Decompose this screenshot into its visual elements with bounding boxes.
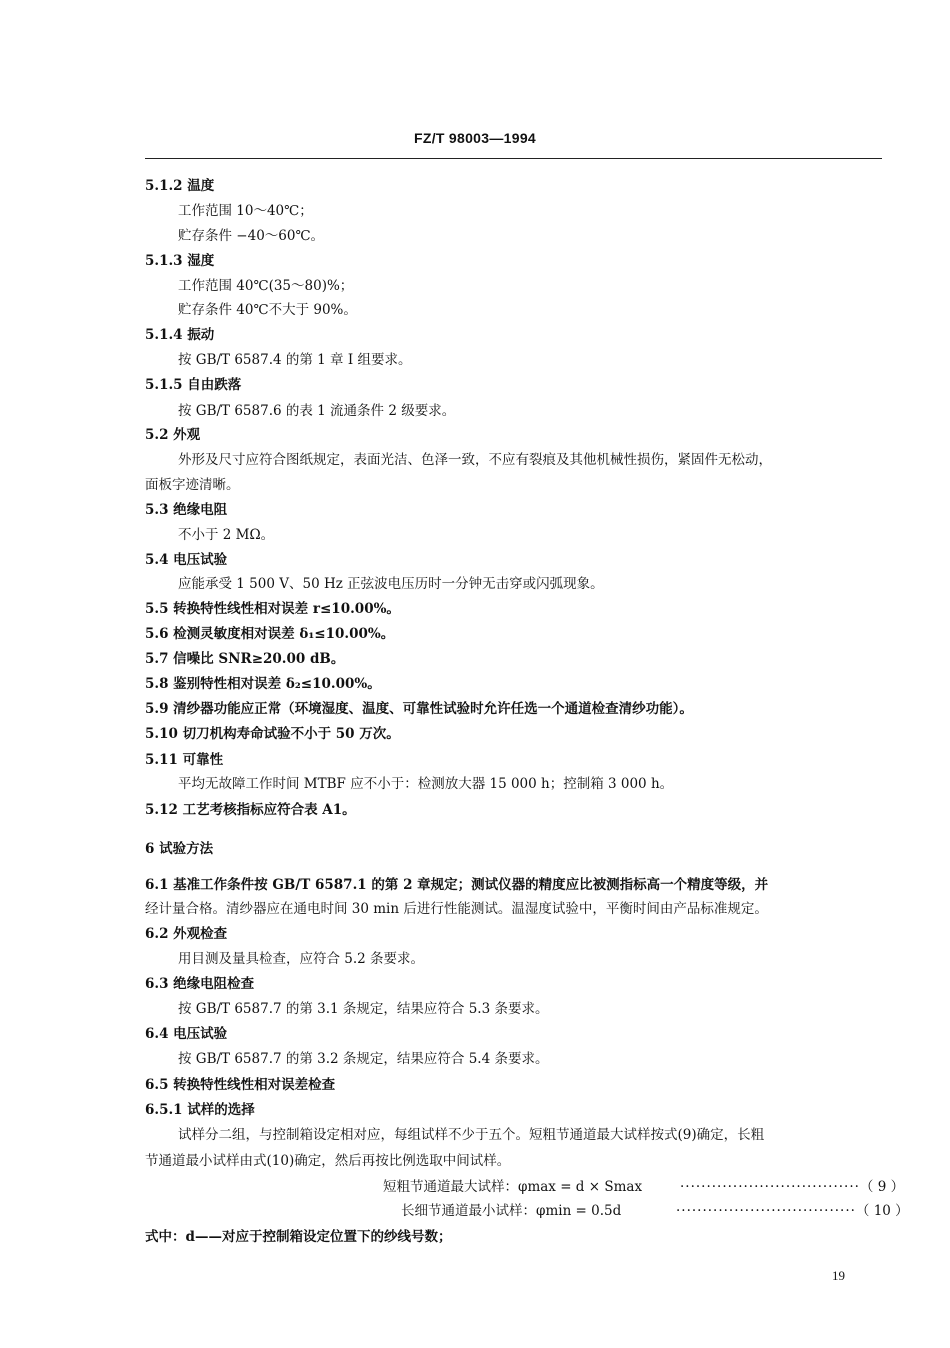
section-line: 5.1.5 自由跌落 [145, 377, 242, 393]
page-header: FZ/T 98003—1994 [413, 130, 536, 146]
leader-dots: ·································· [676, 1203, 856, 1219]
page-number: 19 [832, 1268, 845, 1283]
paragraph-line: 按 GB/T 6587.7 的第 3.2 条规定，结果应符合 5.4 条要求。 [178, 1051, 549, 1067]
section-line: 5.4 电压试验 [145, 552, 228, 568]
paragraph-line: 贮存条件 40℃不大于 90%。 [178, 302, 357, 318]
paragraph-line: 应能承受 1 500 V、50 Hz 正弦波电压历时一分钟无击穿或闪弧现象。 [178, 576, 604, 592]
paragraph-line: 工作范围 40℃(35～80)%； [178, 278, 354, 294]
section-line: 6.4 电压试验 [145, 1026, 228, 1042]
footnote: 式中：d——对应于控制箱设定位置下的纱线号数； [145, 1229, 452, 1245]
paragraph-line: 按 GB/T 6587.7 的第 3.1 条规定，结果应符合 5.3 条要求。 [178, 1001, 549, 1017]
header-rule [145, 158, 882, 159]
paragraph-line: 经计量合格。清纱器应在通电时间 30 min 后进行性能测试。温湿度试验中，平衡时间由产品标准规定。 [145, 901, 768, 917]
paragraph-line: 平均无故障工作时间 MTBF 应不小于：检测放大器 15 000 h；控制箱 3 000 h。 [178, 776, 674, 792]
section-line: 5.5 转换特性线性相对误差 r≤10.00%。 [145, 601, 400, 617]
section-line: 5.8 鉴别特性相对误差 δ₂≤10.00%。 [145, 676, 381, 692]
section-line: 5.7 信噪比 SNR≥20.00 dB。 [145, 651, 345, 667]
section-line: 5.2 外观 [145, 427, 201, 443]
section-line: 5.9 清纱器功能应正常（环境湿度、温度、可靠性试验时允许任选一个通道检查清纱功能）。 [145, 701, 693, 717]
paragraph-line: 不小于 2 MΩ。 [178, 527, 275, 543]
section-line: 5.12 工艺考核指标应符合表 A1。 [145, 802, 356, 818]
section-line: 5.11 可靠性 [145, 752, 224, 768]
leader-dots: ·································· [680, 1179, 860, 1195]
equation-number: （ 9 ） [859, 1179, 905, 1195]
section-line: 5.3 绝缘电阻 [145, 502, 228, 518]
section-line: 6.3 绝缘电阻检查 [145, 976, 255, 992]
section-line: 6.5.1 试样的选择 [145, 1102, 255, 1118]
section-line: 6.2 外观检查 [145, 926, 228, 942]
formula-9-leader [680, 1178, 904, 1196]
section-line: 5.1.3 湿度 [145, 253, 215, 269]
paragraph-line: 工作范围 10～40℃； [178, 203, 313, 219]
paragraph-line: 按 GB/T 6587.4 的第 1 章 Ⅰ 组要求。 [178, 352, 412, 368]
formula-10-leader [676, 1202, 909, 1220]
paragraph-line: 用目测及量具检查，应符合 5.2 条要求。 [178, 951, 425, 967]
section-line: 6.1 基准工作条件按 GB/T 6587.1 的第 2 章规定；测试仪器的精度应比被测指标高一个精度等级，并 [145, 877, 769, 893]
section-line: 5.1.2 温度 [145, 178, 215, 194]
paragraph-line: 面板字迹清晰。 [145, 477, 240, 493]
formula-text: 长细节通道最小试样：φmin = 0.5d [401, 1203, 622, 1219]
section-line: 6 试验方法 [145, 841, 214, 857]
paragraph-line: 贮存条件 −40～60℃。 [178, 228, 325, 244]
paragraph-line: 节通道最小试样由式(10)确定，然后再按比例选取中间试样。 [145, 1153, 511, 1169]
equation-number: （ 10 ） [855, 1203, 909, 1219]
formula-10 [401, 1202, 621, 1220]
paragraph-line: 试样分二组，与控制箱设定相对应，每组试样不少于五个。短粗节通道最大试样按式(9)确定，长粗 [178, 1127, 765, 1143]
formula-text: 短粗节通道最大试样：φmax = d × Smax [383, 1179, 643, 1195]
paragraph-line: 外形及尺寸应符合图纸规定，表面光洁、色泽一致，不应有裂痕及其他机械性损伤，紧固件无松动， [178, 452, 772, 468]
paragraph-line: 按 GB/T 6587.6 的表 1 流通条件 2 级要求。 [178, 403, 456, 419]
section-line: 5.6 检测灵敏度相对误差 δ₁≤10.00%。 [145, 626, 395, 642]
section-line: 6.5 转换特性线性相对误差检查 [145, 1077, 336, 1093]
section-line: 5.10 切刀机构寿命试验不小于 50 万次。 [145, 726, 400, 742]
section-line: 5.1.4 振动 [145, 327, 215, 343]
formula-9 [383, 1178, 642, 1196]
